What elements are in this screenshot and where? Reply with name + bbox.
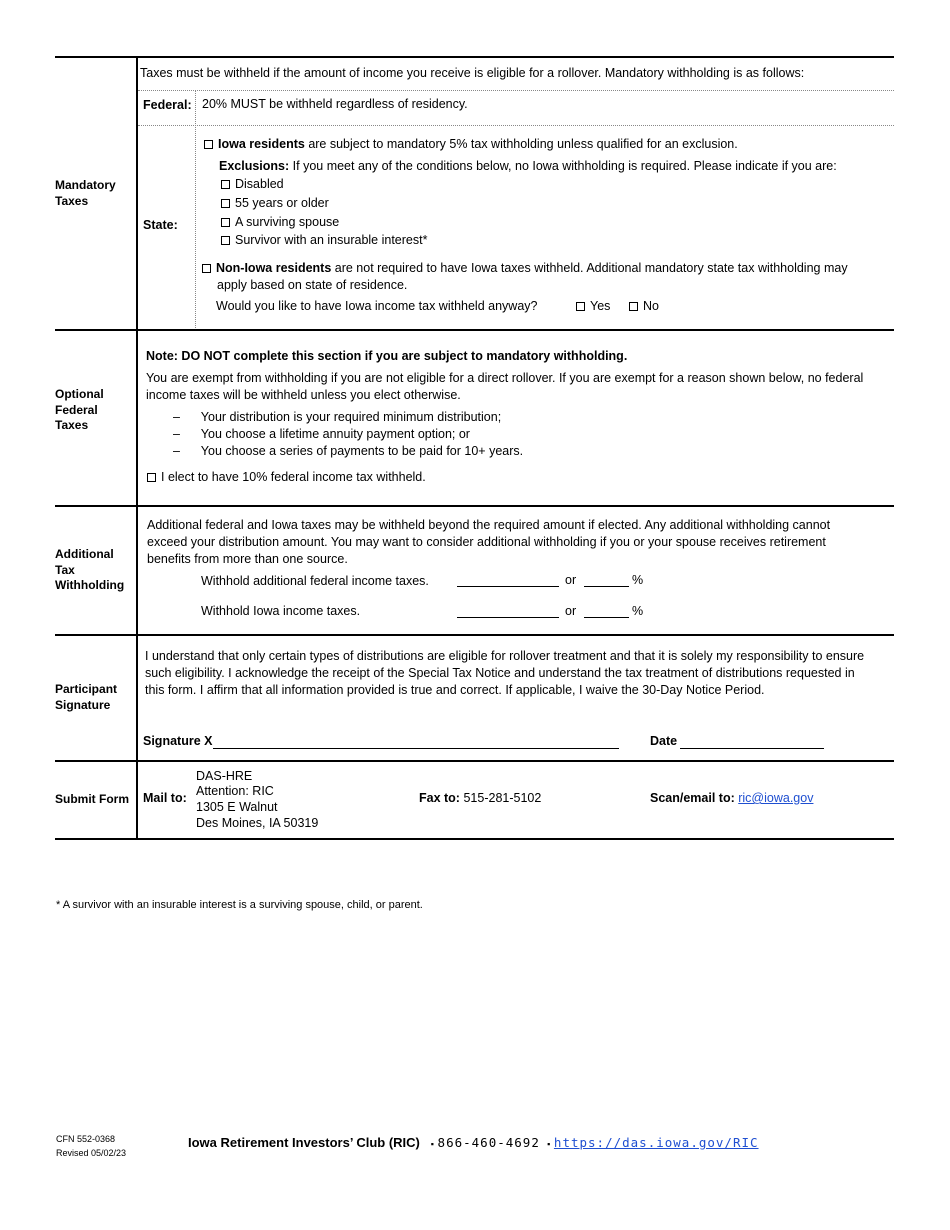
date-field[interactable] <box>680 748 824 749</box>
checkbox-insurable-interest[interactable] <box>221 236 230 245</box>
revised-date: Revised 05/02/23 <box>56 1148 127 1158</box>
or-text-iowa: or <box>565 604 577 618</box>
mail-address-line-3: 1305 E Walnut <box>196 800 278 814</box>
or-text-federal: or <box>565 573 577 587</box>
rule-after-signature <box>55 760 894 762</box>
checkbox-no[interactable] <box>629 302 638 311</box>
section-label-mandatory-taxes: Mandatory Taxes <box>55 178 116 208</box>
mail-address-line-1: DAS-HRE <box>196 769 253 783</box>
section-label-additional-withholding: Additional Tax Withholding <box>55 547 125 592</box>
footer-website-link[interactable]: https://das.iowa.gov/RIC <box>553 1135 759 1150</box>
mail-to-label: Mail to: <box>143 791 187 805</box>
exclusion-option-insurable-interest[interactable]: Survivor with an insurable interest* <box>221 232 427 249</box>
non-iowa-residents-text-2: apply based on state of residence. <box>217 278 408 292</box>
percent-sign-federal: % <box>632 573 644 587</box>
rule-after-optional <box>55 505 894 507</box>
footer-phone: 866-460-4692 <box>437 1135 540 1150</box>
divider-label-vertical <box>195 91 196 328</box>
mandatory-intro: Taxes must be withheld if the amount of income you receive is eligible for a rollover. Mandatory withholding is as follows: <box>140 66 805 80</box>
footer-bullet-1: ▪ <box>430 1139 434 1149</box>
withhold-iowa-amount-field[interactable] <box>457 617 559 618</box>
form-id: CFN 552-0368 <box>56 1134 116 1144</box>
section-label-optional-federal-taxes: Optional Federal Taxes <box>55 387 104 432</box>
non-iowa-residents-option[interactable]: Non-Iowa residents are not required to have Iowa taxes withheld. Additional mandatory state tax withholding may <box>202 260 848 277</box>
footer-bullet-2: ▪ <box>547 1139 551 1149</box>
withhold-federal-percent-field[interactable] <box>584 586 629 587</box>
optional-bullet-3: – You choose a series of payments to be paid for 10+ years. <box>173 444 524 458</box>
rule-after-mandatory <box>55 329 894 331</box>
checkbox-disabled[interactable] <box>221 180 230 189</box>
signature-label: Signature X <box>143 734 213 748</box>
additional-text: Additional federal and Iowa taxes may be withheld beyond the required amount if elected. Any additional withholding cannot exceed your distribution amount. You may want to consider additional withholding if you or your spouse receives retirement benefits from more than one source. <box>147 518 831 566</box>
checkbox-elect-10-percent[interactable] <box>147 473 156 482</box>
rule-label-column <box>136 56 138 839</box>
state-label: State: <box>143 218 178 232</box>
elect-federal-option[interactable]: I elect to have 10% federal income tax withheld. <box>147 469 426 486</box>
footer-contact <box>188 1135 759 1150</box>
exclusion-option-55-older[interactable]: 55 years or older <box>221 195 329 212</box>
iowa-residents-checkbox[interactable] <box>204 140 213 149</box>
federal-text: 20% MUST be withheld regardless of residency. <box>202 97 468 111</box>
withhold-federal-label: Withhold additional federal income taxes. <box>201 574 429 588</box>
withhold-iowa-percent-field[interactable] <box>584 617 629 618</box>
non-iowa-residents-checkbox[interactable] <box>202 264 211 273</box>
iowa-withhold-question: Would you like to have Iowa income tax withheld anyway? <box>216 299 538 313</box>
date-label: Date <box>650 734 678 748</box>
email-link[interactable]: ric@iowa.gov <box>738 791 814 805</box>
exclusion-option-disabled[interactable]: Disabled <box>221 176 284 193</box>
iowa-residents-option[interactable]: Iowa residents are subject to mandatory 5% tax withholding unless qualified for an exclusion. <box>204 136 738 153</box>
scan-email-to: Scan/email to: ric@iowa.gov <box>650 791 814 805</box>
optional-exempt-text: You are exempt from withholding if you are not eligible for a direct rollover. If you are exempt for a reason shown below, no federal income taxes will be withheld unless you elect otherwise. <box>146 371 864 402</box>
signature-affirmation-text: I understand that only certain types of distributions are eligible for rollover treatment and that it is solely my responsibility to ensure such eligibility. I acknowledge the receipt of the Special Tax Notice and understand the tax treatment of distributions requested in this form. I affirm that all information provided is true and correct. If applicable, I waive the 30-Day Notice Period. <box>145 649 865 697</box>
answer-yes-option[interactable]: Yes <box>576 298 610 315</box>
exclusions-text: Exclusions: If you meet any of the conditions below, no Iowa withholding is required. Please indicate if you are: <box>219 159 837 173</box>
section-label-participant-signature: Participant Signature <box>55 682 118 712</box>
checkbox-surviving-spouse[interactable] <box>221 218 230 227</box>
fax-to: Fax to: 515-281-5102 <box>419 791 542 805</box>
checkbox-55-older[interactable] <box>221 199 230 208</box>
footnote: * A survivor with an insurable interest is a surviving spouse, child, or parent. <box>56 899 423 911</box>
optional-bullet-2: – You choose a lifetime annuity payment option; or <box>173 427 470 441</box>
rule-bottom <box>55 838 894 840</box>
answer-no-option[interactable]: No <box>629 298 659 315</box>
mail-address-line-4: Des Moines, IA 50319 <box>196 816 319 830</box>
withhold-federal-amount-field[interactable] <box>457 586 559 587</box>
rule-after-additional <box>55 634 894 636</box>
percent-sign-iowa: % <box>632 604 644 618</box>
divider-intro <box>138 90 894 91</box>
mail-address-line-2: Attention: RIC <box>196 784 274 798</box>
footer-org: Iowa Retirement Investors’ Club (RIC) <box>188 1135 420 1150</box>
divider-federal <box>138 125 894 126</box>
withhold-iowa-label: Withhold Iowa income taxes. <box>201 604 361 618</box>
rule-top <box>55 56 894 58</box>
federal-label: Federal: <box>143 98 192 112</box>
optional-note: Note: DO NOT complete this section if you are subject to mandatory withholding. <box>146 349 628 363</box>
signature-field[interactable] <box>213 748 619 749</box>
section-label-submit-form: Submit Form <box>55 792 129 806</box>
exclusion-option-surviving-spouse[interactable]: A surviving spouse <box>221 214 339 231</box>
checkbox-yes[interactable] <box>576 302 585 311</box>
optional-bullet-1: – Your distribution is your required minimum distribution; <box>173 410 502 424</box>
